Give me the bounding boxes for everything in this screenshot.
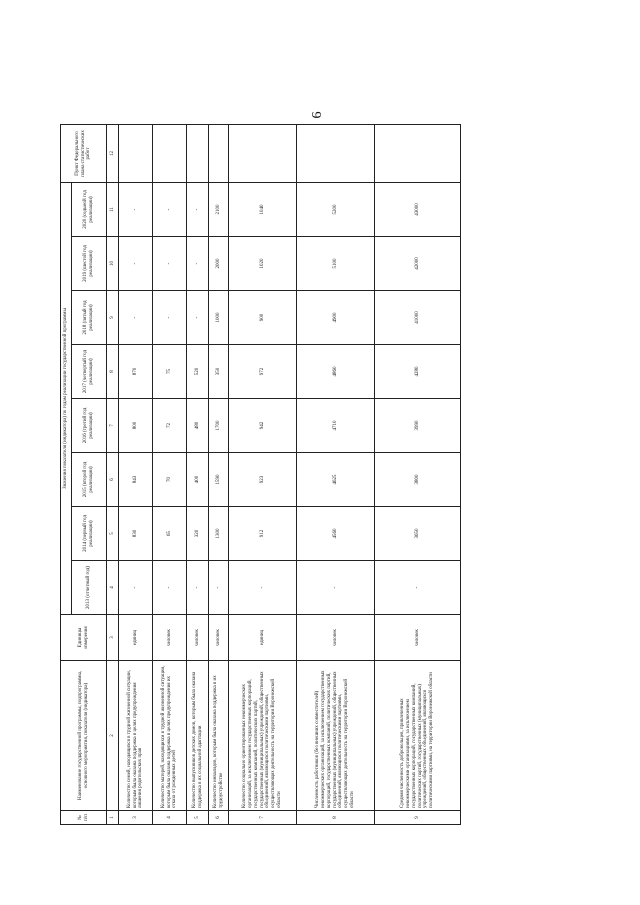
header-year: 2017 (четвертый год реализации)	[72, 345, 107, 399]
col-number: 1	[107, 811, 119, 825]
table-row	[119, 125, 153, 825]
row-value: 1020	[229, 237, 297, 291]
row-value: 4560	[297, 507, 375, 561]
row-value: -	[229, 561, 297, 615]
row-plan	[229, 125, 297, 183]
row-name: Средняя численность добровольцев, привлеченных некоммерческими организациями, за исключением государственных корпораций, государственных компаний, политических партий, государственных (муниципальных) учреждений, общественных объединений, являющихся политическими партиями, на территории Воронежской области	[375, 661, 461, 811]
table-row	[297, 125, 375, 825]
row-value: -	[187, 561, 209, 615]
row-value: 1300	[209, 507, 229, 561]
row-unit: человек	[153, 615, 187, 661]
row-num: 4	[153, 811, 187, 825]
header-num: № п/п	[61, 811, 107, 825]
row-name: Численность работников (без внешних совместителей) некоммерческих организаций, за исключением государственных корпораций, государственных компаний, политических партий, государственных (муниципальных) учреждений, общественных объединений, являющихся политическими партиями, осуществляющих деятельность на территории Воронежской области	[297, 661, 375, 811]
row-value: 4625	[297, 453, 375, 507]
row-num: 8	[297, 811, 375, 825]
header-year: 2019 (шестой год реализации)	[72, 237, 107, 291]
col-number: 4	[107, 561, 119, 615]
row-value: 43000	[375, 183, 461, 237]
col-number: 9	[107, 291, 119, 345]
row-value: 400	[187, 453, 209, 507]
row-value: 870	[119, 345, 153, 399]
col-number: 2	[107, 661, 119, 811]
col-number: 7	[107, 399, 119, 453]
row-value: 900	[229, 291, 297, 345]
row-value: -	[209, 561, 229, 615]
col-number: 11	[107, 183, 119, 237]
header-year: 2015 (второй год реализации)	[72, 453, 107, 507]
row-value: 1040	[229, 183, 297, 237]
row-value: 800	[119, 399, 153, 453]
table-row	[209, 125, 229, 825]
header-row-group	[61, 125, 72, 825]
row-plan	[297, 125, 375, 183]
row-value: 4900	[297, 291, 375, 345]
row-value: 4860	[297, 345, 375, 399]
header-year: 2020 (седьмой год реализации)	[72, 183, 107, 237]
row-value: -	[187, 183, 209, 237]
row-value: 4710	[297, 399, 375, 453]
header-year: 2018 (пятый год реализации)	[72, 291, 107, 345]
row-value: 350	[209, 345, 229, 399]
row-value: 1700	[209, 399, 229, 453]
row-value: 830	[119, 507, 153, 561]
row-value: 75	[153, 345, 187, 399]
row-value: -	[297, 561, 375, 615]
row-name: Количество семей, находящихся в трудной жизненной ситуации, которым была оказана поддержка в целях предупреждения лишения родительских прав	[119, 661, 153, 811]
row-name: Количество инвалидов, которым была оказана поддержка в их трудоустройстве	[209, 661, 229, 811]
row-value: 70	[153, 453, 187, 507]
row-num: 9	[375, 811, 461, 825]
row-plan	[375, 125, 461, 183]
row-value: 72	[153, 399, 187, 453]
row-name: Количество социально ориентированных некоммерческих организаций, за исключением государственных корпораций, государственных компаний, политических партий, государственных (муниципальных) учреждений, общественных объединений, являющихся политическими партиями, осуществляющих деятельность на территории Воронежской области	[229, 661, 297, 811]
header-plan: Пункт Федерального плана статистических работ	[61, 125, 107, 183]
row-value: -	[119, 291, 153, 345]
row-value: -	[187, 291, 209, 345]
row-value: 4280	[375, 345, 461, 399]
header-unit: Единицы измерения	[61, 615, 107, 661]
row-plan	[187, 125, 209, 183]
indicator-table-container	[60, 125, 460, 825]
row-value: -	[153, 561, 187, 615]
row-unit: единиц	[229, 615, 297, 661]
row-value: 65	[153, 507, 187, 561]
row-value: -	[119, 183, 153, 237]
row-value: 3800	[375, 453, 461, 507]
header-year: 2014 (первый год реализации)	[72, 507, 107, 561]
header-name: Наименование государственной программы, подпрограммы, основного мероприятия, показателя (индикатора)	[61, 661, 107, 811]
row-value: 520	[187, 345, 209, 399]
table-row	[229, 125, 297, 825]
row-name: Количество выпускников детских домов, которым была оказана поддержка в их социальной адаптации	[187, 661, 209, 811]
header-values-group: Значения показателя (индикатора) по годам реализации государственной программы	[61, 183, 72, 615]
row-value: 972	[229, 345, 297, 399]
row-value: 1590	[209, 453, 229, 507]
header-year: 2013 (отчетный год)	[72, 561, 107, 615]
row-num: 3	[119, 811, 153, 825]
row-value: 942	[229, 399, 297, 453]
row-num: 6	[209, 811, 229, 825]
row-value: 1000	[209, 291, 229, 345]
row-value: -	[119, 237, 153, 291]
row-value: 480	[187, 399, 209, 453]
row-value: 2100	[209, 183, 229, 237]
row-value: 5100	[297, 237, 375, 291]
col-number: 12	[107, 125, 119, 183]
col-number: 8	[107, 345, 119, 399]
row-value: 5200	[297, 183, 375, 237]
row-num: 5	[187, 811, 209, 825]
row-value: -	[375, 561, 461, 615]
row-value: -	[153, 291, 187, 345]
row-value: 3990	[375, 399, 461, 453]
row-value: 923	[229, 453, 297, 507]
col-number: 3	[107, 615, 119, 661]
row-value: 2000	[209, 237, 229, 291]
row-unit: человек	[375, 615, 461, 661]
header-year: 2016 (третий год реализации)	[72, 399, 107, 453]
row-value: 320	[187, 507, 209, 561]
col-number: 6	[107, 453, 119, 507]
row-plan	[153, 125, 187, 183]
row-name: Количество матерей, находящихся в трудной жизненной ситуации, которым была оказана поддержка в целях предупреждения их отказа от рожденных детей	[153, 661, 187, 811]
row-value: -	[153, 183, 187, 237]
row-unit: человек	[187, 615, 209, 661]
table-row	[187, 125, 209, 825]
row-num: 7	[229, 811, 297, 825]
row-value: -	[187, 237, 209, 291]
column-numbers-row	[107, 125, 119, 825]
indicator-table	[60, 124, 461, 825]
row-unit: человек	[297, 615, 375, 661]
row-plan	[209, 125, 229, 183]
page-number: 6	[310, 111, 325, 119]
row-value: 41000	[375, 291, 461, 345]
row-plan	[119, 125, 153, 183]
row-unit: человек	[209, 615, 229, 661]
row-value: 42000	[375, 237, 461, 291]
table-row	[375, 125, 461, 825]
col-number: 10	[107, 237, 119, 291]
col-number: 5	[107, 507, 119, 561]
row-value: 3650	[375, 507, 461, 561]
row-value: 843	[119, 453, 153, 507]
row-unit: единиц	[119, 615, 153, 661]
table-row	[153, 125, 187, 825]
row-value: 912	[229, 507, 297, 561]
row-value: -	[153, 237, 187, 291]
row-value: -	[119, 561, 153, 615]
